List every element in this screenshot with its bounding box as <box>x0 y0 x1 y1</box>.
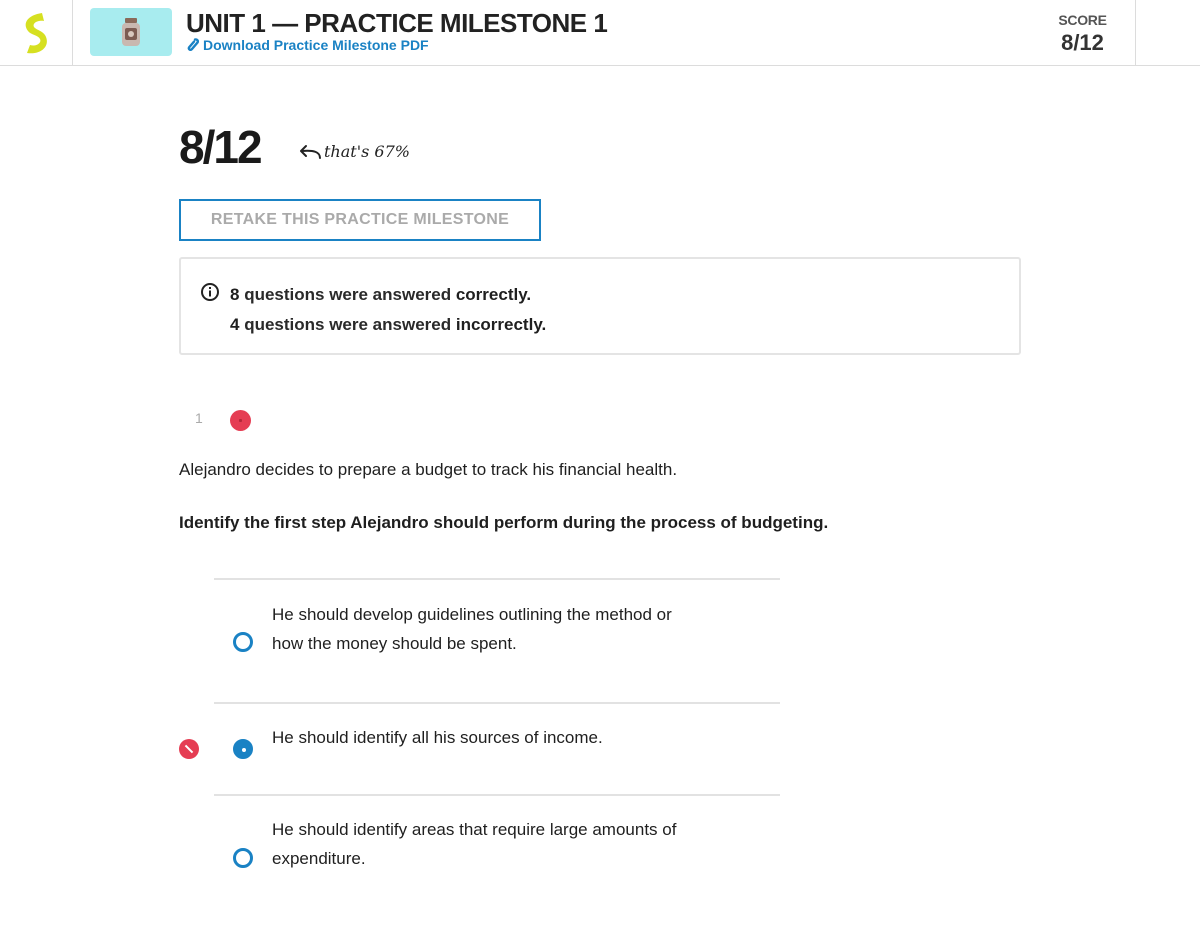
course-thumbnail <box>90 8 172 56</box>
score-value: 8/12 <box>1061 30 1104 55</box>
option-2-radio[interactable] <box>233 739 253 759</box>
option-1-line2: how the money should be spent. <box>272 634 517 653</box>
question-number: 1 <box>195 410 203 426</box>
correct-word: correctly. <box>455 285 532 304</box>
option-divider <box>214 794 780 796</box>
curved-arrow-icon <box>298 144 322 160</box>
download-pdf-label: Download Practice Milestone PDF <box>203 37 429 53</box>
logo-cell[interactable] <box>0 0 73 65</box>
info-icon <box>200 282 220 302</box>
download-pdf-link[interactable] <box>186 37 429 53</box>
option-divider <box>214 702 780 704</box>
top-bar <box>0 0 1200 66</box>
question-text: Alejandro decides to prepare a budget to track his financial health. <box>179 460 678 479</box>
option-divider <box>214 578 780 580</box>
option-3-line1: He should identify areas that require large amounts of <box>272 820 677 839</box>
money-jar-icon <box>118 16 144 48</box>
paperclip-icon <box>186 38 199 52</box>
correct-text: questions were answered <box>244 285 452 304</box>
incorrect-status-icon <box>230 410 251 431</box>
results-summary <box>179 257 1021 355</box>
incorrect-summary <box>230 315 546 335</box>
option-1-radio[interactable] <box>233 632 253 652</box>
result-score: 8/12 <box>179 121 261 173</box>
retake-button[interactable]: RETAKE THIS PRACTICE MILESTONE <box>179 199 541 241</box>
option-1[interactable] <box>272 600 752 658</box>
score-label: SCORE <box>1058 12 1107 28</box>
question-instruction: Identify the first step Alejandro should perform during the process of budgeting. <box>179 513 829 532</box>
option-2-line1: He should identify all his sources of income. <box>272 728 603 747</box>
incorrect-word: incorrectly. <box>455 315 547 334</box>
page-title: UNIT 1 — PRACTICE MILESTONE 1 <box>186 8 608 38</box>
option-3-radio[interactable] <box>233 848 253 868</box>
option-1-line1: He should develop guidelines outlining the method or <box>272 605 672 624</box>
sophia-logo-icon[interactable] <box>18 11 52 55</box>
option-3[interactable] <box>272 815 752 873</box>
percent-note <box>298 142 410 161</box>
option-3-line2: expenditure. <box>272 849 366 868</box>
incorrect-text: questions were answered <box>244 315 452 334</box>
correct-count: 8 <box>230 285 240 304</box>
option-2[interactable] <box>272 723 752 752</box>
incorrect-count: 4 <box>230 315 240 334</box>
correct-summary <box>230 285 531 305</box>
percent-text: that's 67% <box>324 142 410 161</box>
score-box <box>1030 0 1136 65</box>
incorrect-answer-icon <box>179 739 199 759</box>
